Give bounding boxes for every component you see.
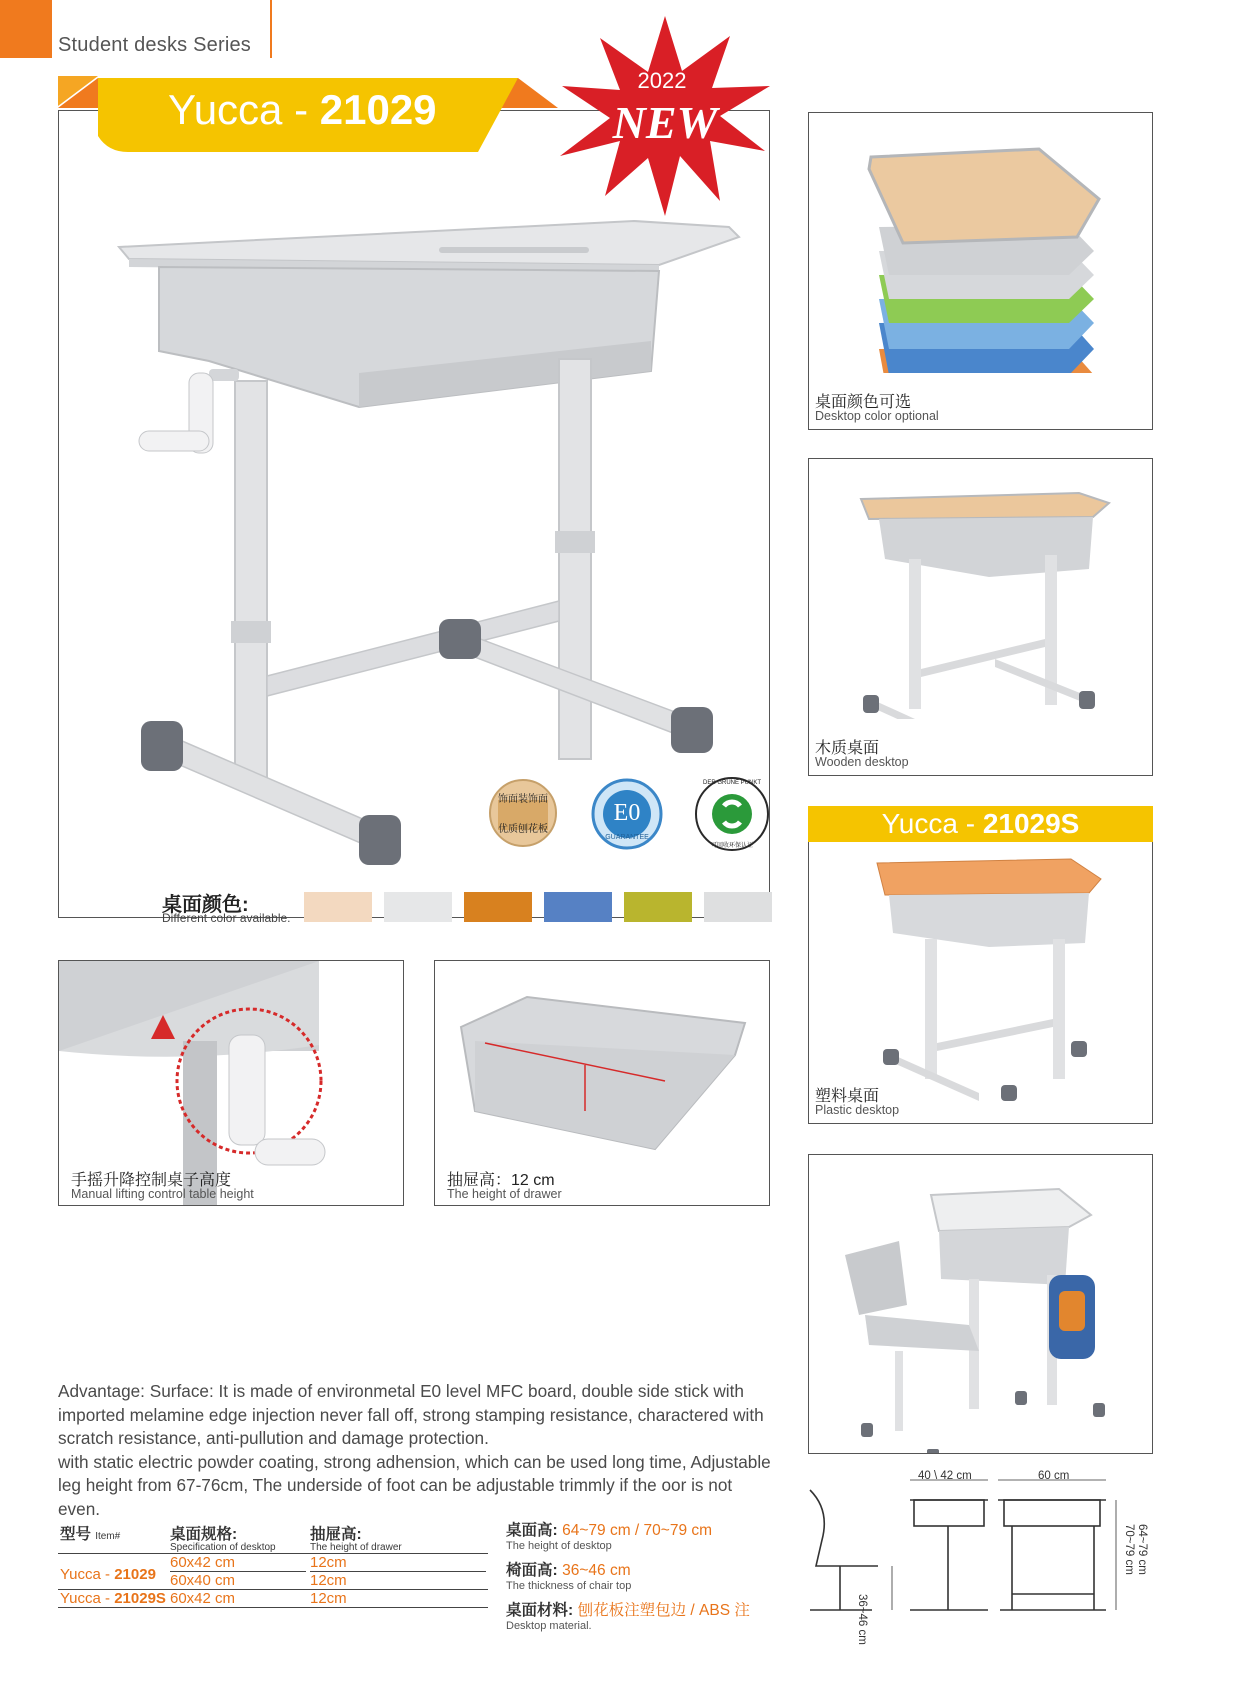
plastic-desktop-panel — [808, 806, 1153, 1124]
desk-height-dimension: 64~79 cm 70~79 cm — [1123, 1524, 1148, 1575]
desk-height-value: 64~79 cm / 70~79 cm — [562, 1522, 713, 1539]
panel-caption-en: Manual lifting control table height — [71, 1187, 254, 1201]
panel-caption-cn: 抽屉高：12 cm — [447, 1172, 555, 1189]
advantage-line: with static electric powder coating, strong adhension, which can be used long time, Adjustable — [58, 1451, 771, 1472]
advantage-line: leg height from 67-76cm, The underside of foot can be adjustable trimmly if the oor is not even. — [58, 1475, 733, 1519]
panel-caption-en: The height of drawer — [447, 1187, 562, 1201]
product-title-code: 21029 — [319, 86, 437, 133]
color-options-label: 桌面颜色: — [162, 894, 249, 916]
header-spec-en: Specification of desktop — [170, 1542, 276, 1553]
mfc-badge-line2: 优质刨花板 — [498, 824, 548, 835]
desktop-material-spec — [506, 1598, 750, 1632]
panel-caption-cn: 手摇升降控制桌子高度 — [71, 1172, 232, 1189]
badge-year: 2022 — [637, 68, 687, 93]
panel-caption-cn: 桌面颜色可选 — [815, 394, 912, 411]
chair-height-label: 椅面高: — [506, 1562, 558, 1579]
drawer-detail-panel — [434, 960, 770, 1206]
row-size: 60x42 cm 60x40 cm — [168, 1554, 308, 1590]
desk-height-label-en: The height of desktop — [506, 1540, 612, 1552]
color-desktops-panel — [808, 112, 1153, 430]
panel-caption-en: Desktop color optional — [815, 409, 939, 423]
depth-dimension: 40 \ 42 cm — [918, 1470, 972, 1482]
table-row — [58, 1590, 488, 1608]
plastic-desk-image — [809, 843, 1153, 1103]
mfc-badge-line1: 饰面装饰面 — [498, 794, 548, 805]
chair-height-label-en: The thickness of chair top — [506, 1580, 632, 1592]
advantage-line: scratch resistance, anti-pullution and damage protection. — [58, 1428, 489, 1448]
panel-caption-en: Wooden desktop — [815, 755, 909, 769]
chair-height-dimension: 36~46 cm — [856, 1594, 868, 1645]
color-swatch-gray — [704, 892, 772, 922]
wooden-desktop-panel — [808, 458, 1153, 776]
series-title: Student desks Series — [58, 34, 251, 56]
grune-punkt-text: DER GRUNE PUNKT — [702, 780, 761, 786]
header-spec-cn: 桌面规格: — [170, 1526, 238, 1543]
stacked-desktops-image — [809, 113, 1153, 373]
spec-table-header — [58, 1522, 488, 1554]
corner-accent — [0, 0, 52, 58]
badge-new-text: NEW — [612, 97, 718, 148]
color-swatch-orange — [464, 892, 532, 922]
panel-caption-en: Plastic desktop — [815, 1103, 900, 1117]
header-drawer — [308, 1522, 488, 1554]
desk-chair-set-panel — [808, 1154, 1153, 1454]
color-swatch-wood — [304, 892, 372, 922]
material-label: 桌面材料: — [506, 1602, 574, 1619]
advantage-line: Advantage: Surface: It is made of environmetal E0 level MFC board, double side stick with — [58, 1381, 744, 1401]
der-grune-punkt-badge — [694, 776, 770, 852]
row-drawer: 12cm — [310, 1590, 347, 1607]
desk-height-label: 桌面高: — [506, 1522, 558, 1539]
header-item-cn: 型号 — [60, 1526, 92, 1543]
material-label-en: Desktop material. — [506, 1620, 592, 1632]
dimension-drawing — [800, 1470, 1150, 1620]
advantage-line: imported melamine edge injection never fall off, strong stamping resistance, charactered with — [58, 1404, 764, 1425]
color-swatch-light-gray — [384, 892, 452, 922]
header-item-en: Item# — [95, 1531, 121, 1542]
variant-title-name: Yucca - — [881, 808, 983, 839]
color-swatch-green — [624, 892, 692, 922]
product-title — [168, 86, 437, 134]
header-divider — [270, 0, 272, 58]
variant-title — [808, 808, 1153, 840]
e0-badge-text: E0 — [613, 800, 641, 826]
panel-caption-cn: 木质桌面 — [815, 740, 880, 757]
mfc-board-badge — [488, 778, 558, 848]
row-model: Yucca - 21029 — [60, 1566, 156, 1583]
desk-height-spec — [506, 1518, 712, 1552]
table-row — [58, 1554, 488, 1590]
row-drawer: 12cm 12cm — [308, 1554, 488, 1590]
e0-badge-guarantee: GUARANTEE — [605, 834, 649, 841]
header-drawer-en: The height of drawer — [310, 1542, 402, 1553]
header-item — [58, 1522, 168, 1554]
new-2022-badge — [560, 16, 770, 216]
chair-height-spec — [506, 1558, 631, 1592]
e0-badge — [590, 778, 664, 850]
color-swatch-blue — [544, 892, 612, 922]
width-dimension: 60 cm — [1038, 1470, 1070, 1482]
grune-punkt-cn-text: 可回收环保认证 — [710, 843, 753, 849]
crank-detail-panel — [58, 960, 404, 1206]
chair-height-value: 36~46 cm — [562, 1562, 631, 1579]
header-drawer-cn: 抽屉高: — [310, 1526, 362, 1543]
variant-title-code: 21029S — [982, 808, 1080, 839]
header-spec — [168, 1522, 308, 1554]
desk-chair-set-image — [809, 1155, 1153, 1454]
material-value: 刨花板注塑包边 / ABS 注 — [577, 1602, 750, 1619]
color-options-label-en: Different color available. — [162, 911, 291, 925]
spec-table — [58, 1522, 488, 1608]
row-size: 60x42 cm — [170, 1590, 236, 1607]
row-model: Yucca - 21029S — [60, 1590, 166, 1607]
wooden-desk-image — [809, 459, 1153, 719]
advantage-text — [58, 1380, 778, 1521]
product-title-name: Yucca - — [168, 86, 320, 133]
panel-caption-cn: 塑料桌面 — [815, 1088, 880, 1105]
